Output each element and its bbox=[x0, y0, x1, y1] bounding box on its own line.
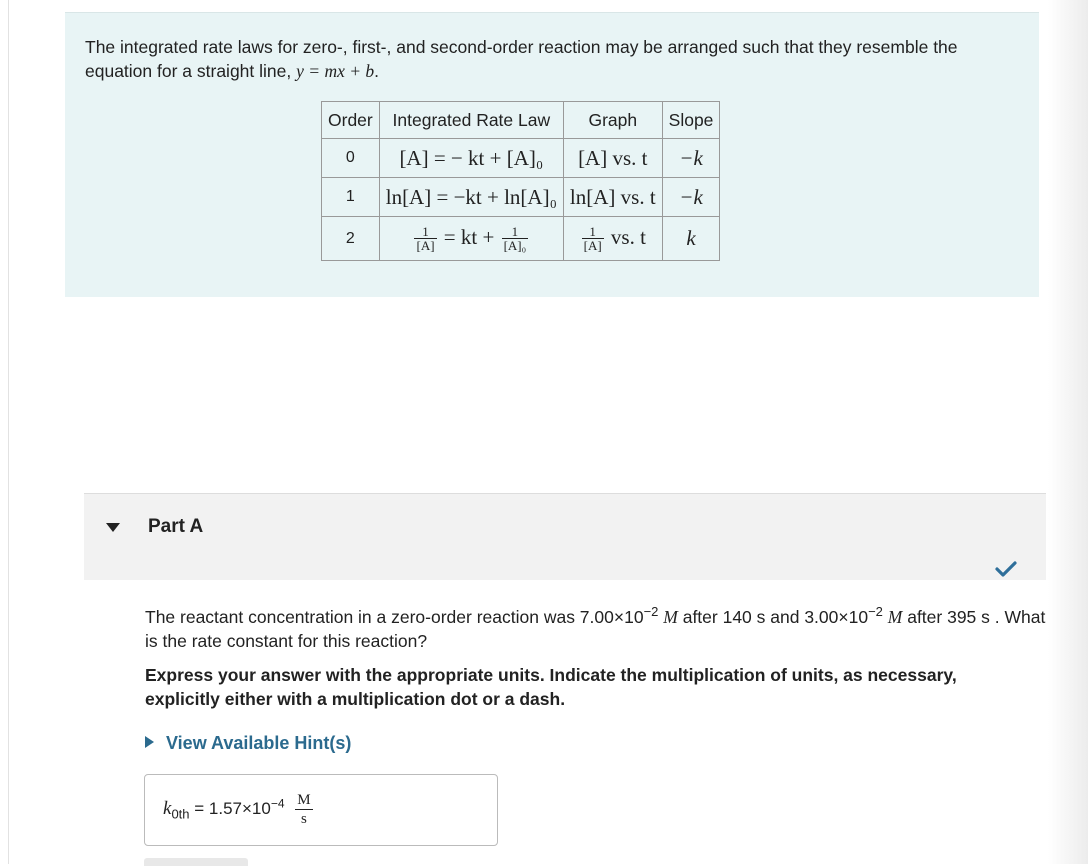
header-order: Order bbox=[322, 102, 380, 139]
left-border bbox=[8, 0, 9, 864]
rate-law-table bbox=[321, 101, 720, 261]
graph-cell: $\frac{1}{[A]}$ vs. t bbox=[563, 217, 662, 261]
line-equation: y = mx + b bbox=[296, 61, 375, 81]
header-integrated-rate-law: Integrated Rate Law bbox=[379, 102, 563, 139]
intro-panel bbox=[65, 12, 1039, 297]
graph-cell: ln[A] vs. t bbox=[563, 178, 662, 217]
expand-triangle-icon bbox=[145, 736, 154, 748]
submit-button[interactable] bbox=[144, 858, 248, 866]
rate-law-cell: [A] = − kt + [A]₀ bbox=[379, 139, 563, 178]
right-edge-shadow bbox=[1048, 0, 1088, 864]
fraction: $\frac{1}{\text{[A]₀}}$ bbox=[503, 224, 527, 254]
order-cell: 1 bbox=[322, 178, 380, 217]
question-text: The reactant concentration in a zero-order reaction was $7.00\times 10^{-2}$ M after 140 s and $3.00\times 10^{-2}$ M after 395 s . What is the rate constant for this reaction? bbox=[145, 604, 1046, 651]
graph-cell: [A] vs. t bbox=[563, 139, 662, 178]
part-a-header[interactable] bbox=[84, 493, 1046, 580]
fraction: $\frac{1}{[A]}$ bbox=[416, 224, 435, 254]
answer-value: $k_{0th} = 1.57\times 10^{-4}$ $\frac{M}{s}$ bbox=[163, 792, 311, 827]
view-hints-link[interactable]: View Available Hint(s) bbox=[145, 733, 351, 754]
rate-law-cell: ln[A] = −kt + ln[A]₀ bbox=[379, 178, 563, 217]
rate-law-cell: $\frac{1}{[A]}$ = kt + $\frac{1}{\text{[A]₀}}$ bbox=[379, 217, 563, 261]
table-row bbox=[322, 178, 720, 217]
answer-box[interactable] bbox=[144, 774, 498, 846]
table-header-row bbox=[322, 102, 720, 139]
slope-cell: −k bbox=[662, 139, 720, 178]
fraction: $\frac{1}{[A]}$ bbox=[583, 224, 602, 254]
slope-cell: −k bbox=[662, 178, 720, 217]
checkmark-icon bbox=[995, 561, 1017, 577]
part-a-title[interactable]: Part A bbox=[148, 516, 204, 537]
table-row bbox=[322, 217, 720, 261]
header-slope: Slope bbox=[662, 102, 720, 139]
unit-fraction: $\frac{M}{s}$ bbox=[297, 792, 311, 827]
order-cell: 2 bbox=[322, 217, 380, 261]
header-graph: Graph bbox=[563, 102, 662, 139]
answer-instructions: Express your answer with the appropriate units. Indicate the multiplication of units, as necessary, explicitly either with a multiplication dot or a dash. bbox=[145, 665, 957, 709]
slope-cell: k bbox=[662, 217, 720, 261]
table-row bbox=[322, 139, 720, 178]
collapse-triangle-icon[interactable] bbox=[106, 523, 120, 532]
order-cell: 0 bbox=[322, 139, 380, 178]
intro-text: The integrated rate laws for zero-, first-, and second-order reaction may be arranged such that they resemble the equation for a straight line, y = mx + b. bbox=[85, 37, 958, 81]
